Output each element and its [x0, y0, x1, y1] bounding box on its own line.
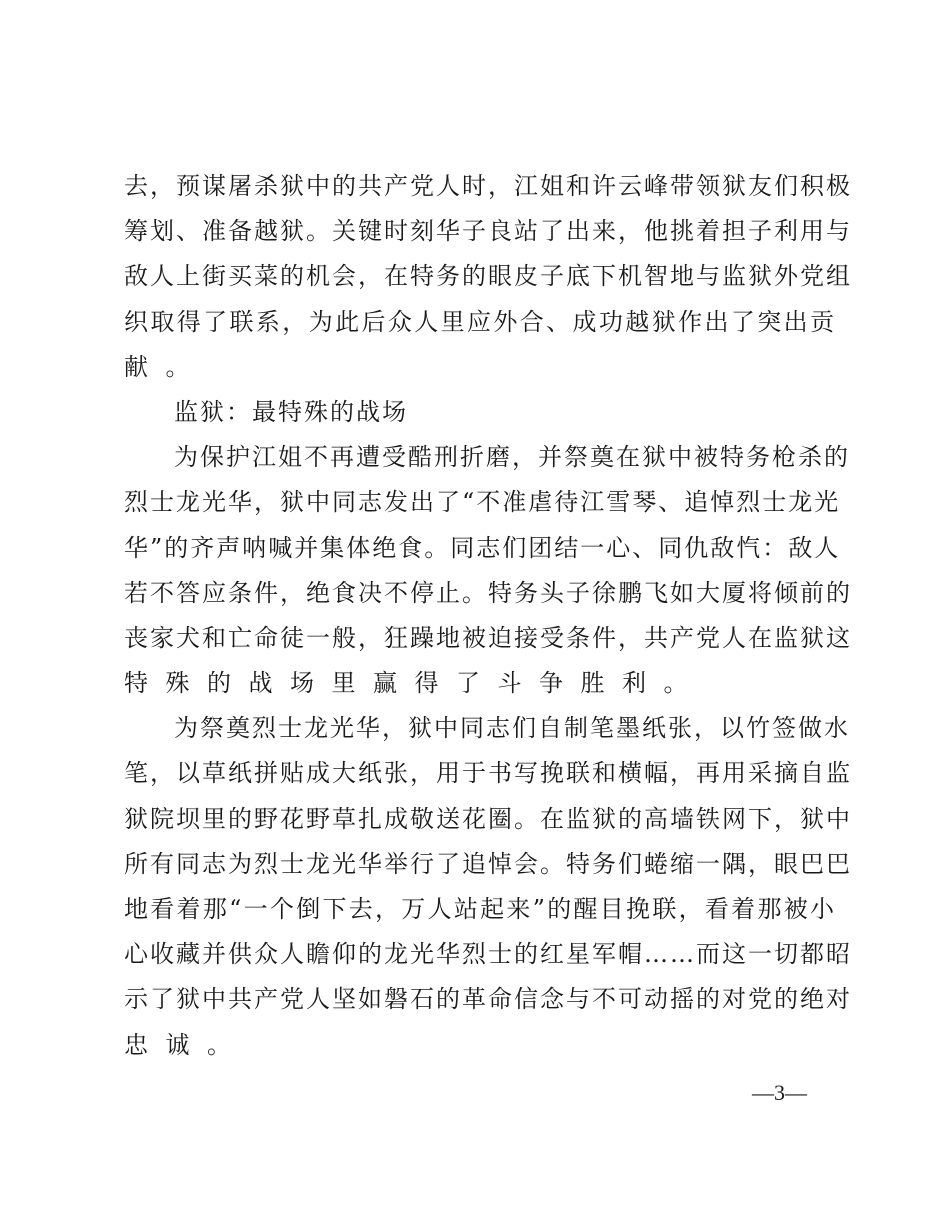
text-line: 丧家犬和亡命徒一般，狂躁地被迫接受条件，共产党人在监狱这 — [124, 623, 852, 652]
text-line: 若不答应条件，绝食决不停止。特务头子徐鹏飞如大厦将倾前的 — [124, 578, 852, 607]
text-line: 筹划、准备越狱。关键时刻华子良站了出来，他挑着担子利用与 — [124, 217, 852, 246]
text-line: 狱院坝里的野花野草扎成敬送花圈。在监狱的高墙铁网下，狱中 — [124, 804, 852, 833]
paragraph — [124, 164, 852, 390]
text-line: 心收藏并供众人瞻仰的龙光华烈士的红星军帽……而这一切都昭 — [124, 940, 852, 969]
text-line: 敌人上街买菜的机会，在特务的眼皮子底下机智地与监狱外党组 — [124, 262, 852, 291]
text-line: 忠诚。 — [124, 1030, 249, 1059]
text-line: 地看着那“一个倒下去，万人站起来”的醒目挽联，看着那被小 — [124, 895, 836, 923]
text-line: 为祭奠烈士龙光华，狱中同志们自制笔墨纸张，以竹签做水 — [174, 714, 850, 743]
text-line: 献。 — [124, 352, 207, 381]
text-line: 所有同志为烈士龙光华举行了追悼会。特务们蜷缩一隅，眼巴巴 — [124, 849, 852, 878]
text-line: 为保护江姐不再遭受酷刑折磨，并祭奠在狱中被特务枪杀的 — [174, 443, 850, 472]
paragraph — [124, 435, 852, 706]
text-line: 烈士龙光华，狱中同志发出了“不准虐待江雪琴、追悼烈士龙光 — [124, 488, 841, 517]
text-line: 华”的齐声呐喊并集体绝食。同志们团结一心、同仇敌忾：敌人 — [124, 533, 841, 562]
text-line: 示了狱中共产党人坚如磐石的革命信念与不可动摇的对党的绝对 — [124, 985, 852, 1014]
paragraph — [124, 706, 852, 1068]
section-heading: 监狱：最特殊的战场 — [174, 397, 408, 426]
text-line: 特殊的战场里赢得了斗争胜利。 — [124, 669, 705, 698]
text-line: 笔，以草纸拼贴成大纸张，用于书写挽联和横幅，再用采摘自监 — [124, 759, 852, 788]
document-body — [124, 164, 852, 1068]
page-number: —3— — [752, 1080, 807, 1105]
text-line: 去，预谋屠杀狱中的共产党人时，江姐和许云峰带领狱友们积极 — [124, 172, 852, 200]
text-line: 织取得了联系，为此后众人里应外合、成功越狱作出了突出贡 — [124, 307, 836, 336]
